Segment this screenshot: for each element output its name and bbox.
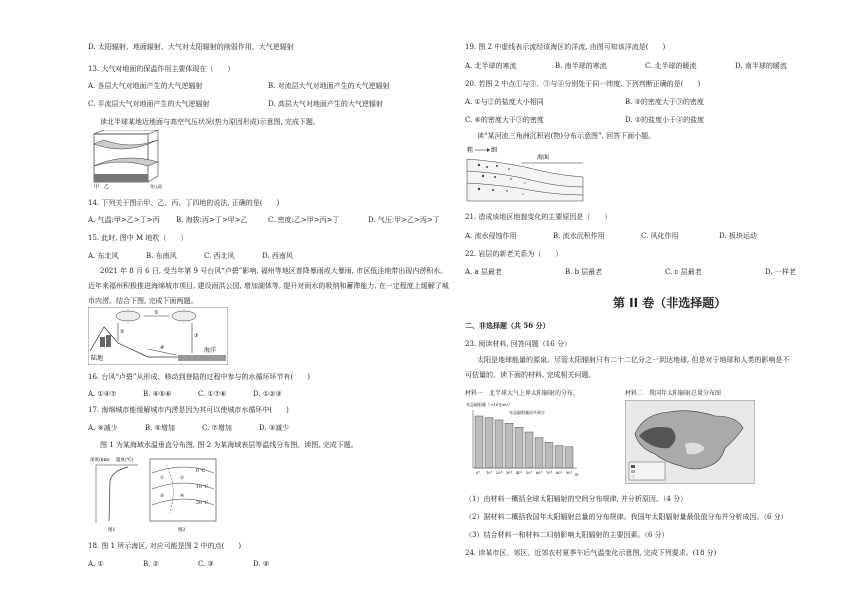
q23-part3: （3）结合材料一和材料二归纳影响太阳辐射的主要因素。（6 分）	[465, 531, 669, 539]
q16-opt-a: A. ①④⑦	[88, 390, 117, 398]
material-1-title: 材料一 北半球大气上界太阳辐射的分布。	[465, 390, 580, 397]
chart-x-tick: 60°	[536, 471, 543, 475]
q12-option-d: D. 太阳辐射、地面辐射、大气对太阳辐射的削弱作用、大气逆辐射	[88, 43, 294, 51]
q17-opt-c: C. ⑦增加	[202, 424, 232, 432]
q13-stem: 13. 大气对地面的保温作用主要体现在（ ）	[88, 65, 235, 73]
q19-opt-b: B. 南半球的寒流	[555, 62, 607, 70]
chart-legend-label: 年总辐射量（×10⁸J/m²）	[466, 402, 513, 407]
q21-options	[465, 231, 757, 241]
q19-opt-d: D. 南半球的暖流	[735, 62, 787, 70]
q21-opt-a: A. 流水侵蚀作用	[465, 232, 517, 240]
chart-x-tick: 40°	[516, 471, 523, 475]
fig3-temp-label: 温度(℃)	[116, 458, 134, 463]
q13-options-row1	[88, 81, 390, 91]
chart-x-tick: 50°	[526, 471, 533, 475]
chart-bar	[485, 418, 493, 468]
q18-opt-b: B. ②	[143, 560, 159, 568]
fig3-point-2: ②	[180, 476, 185, 481]
pressure-diagram	[88, 130, 164, 190]
chart-bar	[475, 416, 483, 468]
q15-opt-b: B. 东南风	[146, 252, 177, 260]
chart-x-tick: 0°	[476, 471, 481, 475]
q20-opt-b: B. ②的密度大于③的密度	[625, 98, 704, 106]
chart-ticks	[476, 471, 573, 475]
q14-opt-b: B. 海拔:丙>丁>甲>乙	[176, 216, 248, 224]
fig1-label-yi: 乙	[104, 184, 110, 190]
q13-opt-d: D. 高层大气对地面产生的大气逆辐射	[268, 100, 383, 108]
q19-options	[465, 61, 787, 71]
q17-opt-b: B. ⑤增加	[145, 424, 175, 432]
fig3-iso-0: 0 ℃	[196, 469, 206, 474]
q17-options	[88, 423, 289, 433]
q20-opt-d: D. ①的盐度小于④的盐度	[625, 116, 705, 124]
q13-opt-b: B. 对流层大气对地面产生的大气逆辐射	[268, 82, 390, 90]
q21-opt-c: C. 风化作用	[641, 232, 679, 240]
chart-curve-label: 年总辐射量由多到少	[509, 410, 545, 415]
q18-intro: 图 1 为某海域水温垂直分布图, 图 2 为某海域表层等温线分布图。读图, 完成下题。	[100, 441, 358, 449]
q22-opt-d: D. 一样老	[765, 268, 796, 276]
q16-stem: 16. 台风“卢碧”从形成、移动到登陆的过程中参与的水循环环节有( )	[88, 373, 310, 381]
q22-opt-c: C. c 层最老	[665, 268, 702, 276]
water-cycle-diagram	[88, 307, 228, 365]
q21-opt-d: D. 板块运动	[719, 232, 757, 240]
section-subtitle: 二、非选择题（共 56 分）	[465, 321, 550, 330]
chart-bar	[515, 427, 523, 468]
q23-part2: （2）据材料二概括我国年太阳辐射总量的分布规律。我国年太阳辐射量最低值分布并分析成因。（6 分）	[465, 513, 788, 521]
q18-options	[88, 559, 269, 569]
fig4-coarse: 粗	[467, 147, 474, 154]
fig3-iso-10: 10 ℃	[196, 485, 209, 490]
q14-options	[88, 215, 440, 225]
chart-bar	[525, 432, 533, 468]
radiation-bar-chart	[465, 400, 583, 480]
q14-opt-d: D. 气压:甲>乙>丙>丁	[368, 216, 440, 224]
fig2-label-land: 陆地	[91, 355, 104, 362]
q15-stem: 15. 此时, 图中 M 地吹（ ）	[88, 234, 188, 242]
q22-options	[465, 267, 796, 277]
q15-opt-d: D. 西南风	[262, 252, 293, 260]
fig1-label-jia: 甲	[94, 184, 100, 190]
chart-x-tick: 30°	[506, 471, 513, 475]
fig3-caption-2: 图2	[178, 528, 186, 533]
q18-opt-d: D. ④	[253, 560, 270, 568]
q17-opt-d: D. ③减少	[259, 424, 290, 432]
q18-opt-a: A. ①	[88, 560, 104, 568]
china-radiation-map	[625, 400, 755, 484]
section-title: 第 II 卷（非选择题）	[613, 296, 727, 310]
chart-x-label: N	[575, 472, 579, 477]
q18-stem: 18. 图 1 所示海区, 对应可能是图 2 中的点( )	[88, 542, 242, 550]
chart-x-tick: 70°	[546, 471, 553, 475]
q19-opt-c: C. 北半球的暖流	[645, 62, 697, 70]
q20-stem: 20. 若图 2 中点①与③、③与④分别处于同一纬度, 下列判断正确的是( )	[465, 80, 701, 88]
q20-opt-a: A. ①与②的盐度大小相同	[465, 98, 544, 106]
q17-stem: 17. 海绵城市能缓解城市内涝是因为其可以使城市水循环中( )	[88, 406, 289, 414]
q14-stem: 14. 下列关于图示甲、乙、丙、丁四地的说法, 正确的是( )	[88, 199, 280, 207]
fig3-iso-20: 20 ℃	[196, 501, 209, 506]
q19-stem: 19. 图 2 中虚线表示流经该海区的洋流, 由图可知该洋流是( )	[465, 43, 666, 51]
q21-intro: 读“某河流三角洲沉积岩(物)分布示意图”, 回答下面小题。	[477, 132, 656, 140]
q21-stem: 21. 造成该地区地貌变化的主要原因是（ ）	[465, 213, 612, 221]
chart-bar	[565, 447, 573, 468]
q14-opt-a: A. 气温:甲>乙>丁>丙	[88, 216, 160, 224]
fig3-point-3: ③	[160, 494, 165, 499]
chart-bar	[545, 442, 553, 468]
fig3-caption-1: 图1	[108, 528, 116, 533]
fig2-label-3: ③	[194, 333, 199, 339]
fig2-label-2: ②	[120, 329, 125, 335]
chart-bar	[495, 420, 503, 468]
fig2-label-1: ①	[154, 310, 159, 316]
q16-opt-b: B. ④⑤⑥	[143, 390, 172, 398]
chart-x-tick: 90°	[566, 471, 573, 475]
q15-options	[88, 251, 293, 261]
chart-x-tick: 80°	[556, 471, 563, 475]
q24-stem: 24. 读某市区、郊区、近郊农村夏季午后气温变化示意图, 完成下列要求。(18 分)	[465, 549, 717, 557]
q23-stem: 23. 阅读材料, 回答问题（16 分）	[465, 340, 571, 348]
q16-opt-c: C. ①⑦⑥	[198, 390, 227, 398]
q13-opt-c: C. 平流层大气对地面产生的大气逆辐射	[88, 100, 210, 108]
fig3-point-4: ④	[180, 494, 185, 499]
q15-opt-a: A. 东北风	[88, 252, 119, 260]
material-2-title: 材料二 我国年太阳辐射总量分布图	[625, 390, 722, 397]
fig1-label-isobar: 等压面	[150, 184, 162, 189]
q20-opt-c: C. ④的密度大于③的密度	[465, 116, 544, 124]
q14-opt-c: C. 密度:乙>甲>丙>丁	[268, 216, 340, 224]
fig3-point-1: ①	[160, 476, 165, 481]
q13-opt-a: A. 各层大气对地面产生的大气逆辐射	[88, 82, 203, 90]
q20-options-row1	[465, 97, 704, 107]
q16-opt-d: D. ①②③	[253, 390, 282, 398]
fig3-depth-label: 深度(km)	[90, 458, 110, 463]
q23-paragraph: 太阳是地球能量的源泉。尽管太阳辐射只有二十二亿分之一到达地球, 但是对于地球和人类的影响是不可估量的。读下面的材料, 完成相关问题。	[465, 356, 790, 379]
q13-options-row2	[88, 99, 383, 109]
chart-x-tick: 20°	[496, 471, 503, 475]
fig2-label-4: ④	[160, 345, 165, 351]
delta-sediment-diagram	[465, 145, 585, 203]
fig2-label-ocean: 海洋	[204, 347, 217, 354]
fig4-fine: 细	[491, 147, 498, 154]
q23-part1: （1）由材料一概括全球太阳辐射的空间分布规律, 并分析原因。（4 分）	[465, 495, 688, 503]
q19-opt-a: A. 北半球的寒流	[465, 62, 517, 70]
fig4-sea-level: 海面	[537, 154, 550, 161]
q20-options-row2	[465, 115, 704, 125]
ocean-temperature-figures	[88, 455, 238, 533]
q15-opt-c: C. 西北风	[204, 252, 235, 260]
q14-intro: 读北半球某地近地面与高空气压状况(热力原因形成)示意图, 完成下题。	[100, 118, 320, 126]
q22-stem: 22. 岩层的新老关系为（ ）	[465, 250, 563, 258]
chart-bar	[535, 438, 543, 468]
chart-x-tick: 10°	[486, 471, 493, 475]
q18-opt-c: C. ③	[198, 560, 214, 568]
q22-opt-b: B. b 层最老	[565, 268, 603, 276]
chart-bar	[555, 446, 563, 468]
chart-bar	[505, 423, 513, 468]
q21-opt-b: B. 流水沉积作用	[553, 232, 605, 240]
q16-options	[88, 389, 282, 399]
q22-opt-a: A. a 层最老	[465, 268, 502, 276]
typhoon-paragraph: 2021 年 8 月 6 日, 受当年第 9 号台风“卢碧”影响, 福州等地区普降暴雨或大暴雨, 市区低洼地带出现内涝积水。近年来福州积极推进海绵城市项目, 建设雨洪公园, 增加湖体等, 提升对雨水的吸纳和蓄滞能力, 在一定程度上缓解了城市内涝。结合下图, 完成下面两题。	[88, 267, 449, 305]
q17-opt-a: A. ④减少	[88, 424, 118, 432]
chart-bars	[475, 416, 573, 468]
